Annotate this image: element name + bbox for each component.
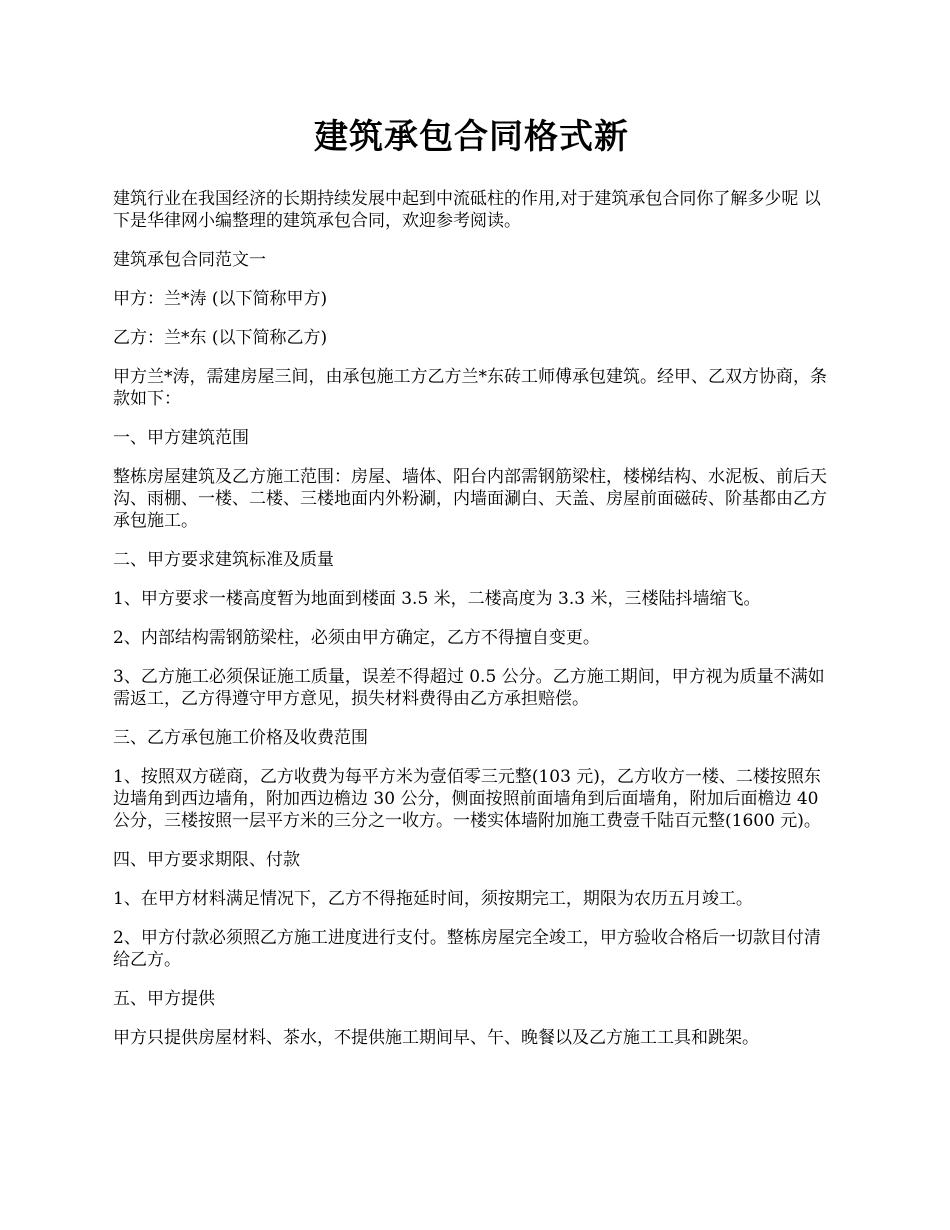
section-heading-5: 五、甲方提供	[113, 989, 215, 1009]
document-title: 建筑承包合同格式新	[314, 117, 629, 157]
paragraph-scope: 整栋房屋建筑及乙方施工范围：房屋、墙体、阳台内部需钢筋梁柱，楼梯结构、水泥板、前后天沟、雨棚、一楼、二楼、三楼地面内外粉涮，内墙面涮白、天盖、房屋前面磁砖、阶基都由乙方承包施工。	[113, 467, 827, 531]
paragraph-intro: 建筑行业在我国经济的长期持续发展中起到中流砥柱的作用,对于建筑承包合同你了解多少呢 以下是华律网小编整理的建筑承包合同，欢迎参考阅读。	[113, 189, 821, 231]
clause-4-1: 1、在甲方材料满足情况下，乙方不得拖延时间，须按期完工，期限为农历五月竣工。	[113, 889, 753, 909]
section-heading-4: 四、甲方要求期限、付款	[113, 850, 300, 870]
clause-3-1: 1、按照双方磋商，乙方收费为每平方米为壹佰零三元整(103 元)，乙方收方一楼、二楼按照东边墙角到西边墙角，附加西边檐边 30 公分，侧面按照前面墙角到后面墙角，附加后面檐边 40 公分，三楼按照一层平方米的三分之一收方。一楼实体墙附加施工费壹千陆百元整(1600 元)。	[113, 767, 821, 831]
paragraph-party-b: 乙方：兰*东 (以下简称乙方)	[113, 328, 328, 348]
paragraph-preamble: 甲方兰*涛，需建房屋三间，由承包施工方乙方兰*东砖工师傅承包建筑。经甲、乙双方协商，条款如下：	[113, 367, 827, 409]
document-body	[113, 188, 830, 1049]
clause-4-2: 2、甲方付款必须照乙方施工进度进行支付。整栋房屋完全竣工，甲方验收合格后一切款目付清给乙方。	[113, 928, 821, 970]
clause-2-1: 1、甲方要求一楼高度暂为地面到楼面 3.5 米，二楼高度为 3.3 米，三楼陆抖墙缩飞。	[113, 589, 761, 609]
paragraph-sample-heading: 建筑承包合同范文一	[113, 250, 266, 270]
paragraph-provisions: 甲方只提供房屋材料、茶水，不提供施工期间早、午、晚餐以及乙方施工工具和跳架。	[113, 1028, 759, 1048]
clause-2-3: 3、乙方施工必须保证施工质量，误差不得超过 0.5 公分。乙方施工期间，甲方视为质量不满如需返工，乙方得遵守甲方意见，损失材料费得由乙方承担赔偿。	[113, 667, 825, 709]
clause-2-2: 2、内部结构需钢筋梁柱，必须由甲方确定，乙方不得擅自变更。	[113, 628, 600, 648]
section-heading-1: 一、甲方建筑范围	[113, 428, 249, 448]
section-heading-2: 二、甲方要求建筑标准及质量	[113, 550, 334, 570]
section-heading-3: 三、乙方承包施工价格及收费范围	[113, 728, 368, 748]
paragraph-party-a: 甲方：兰*涛 (以下简称甲方)	[113, 289, 328, 309]
